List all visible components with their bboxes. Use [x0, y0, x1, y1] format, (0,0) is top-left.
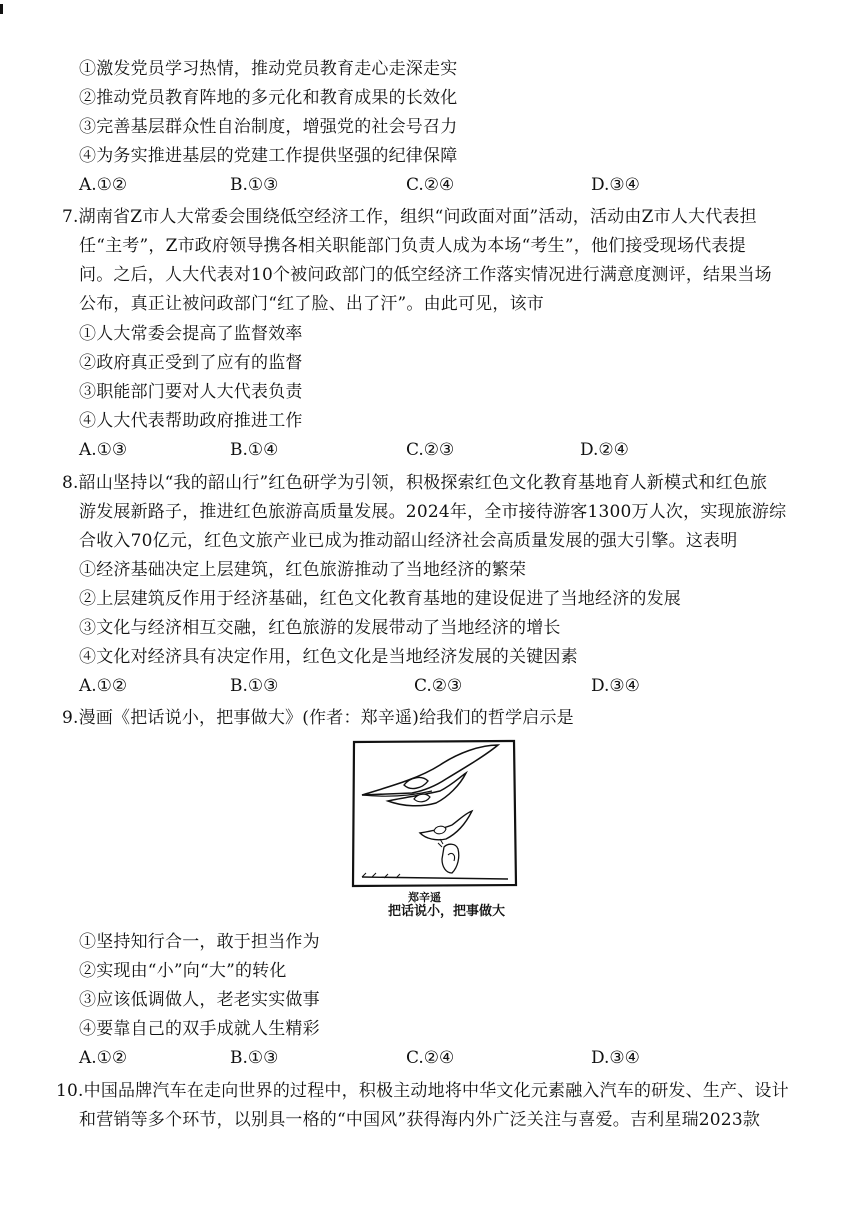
q8-options: [0, 672, 867, 701]
q7-option-c[interactable]: C.②③: [406, 440, 455, 460]
q6-item-4: ④为务实推进基层的党建工作提供坚强的纪律保障: [79, 146, 458, 166]
q6-item-2: ②推动党员教育阵地的多元化和教育成果的长效化: [79, 88, 458, 108]
q9-options: [0, 1044, 867, 1073]
q8-item-2: ②上层建筑反作用于经济基础，红色文化教育基地的建设促进了当地经济的发展: [79, 589, 681, 609]
q9-option-c[interactable]: C.②④: [406, 1048, 455, 1068]
q9-item-2: ②实现由“小”向“大”的转化: [79, 961, 287, 981]
cartoon-author: 郑辛遥: [408, 891, 441, 904]
q10-stem-line-1: 10.中国品牌汽车在走向世界的过程中，积极主动地将中华文化元素融入汽车的研发、生产、设计: [56, 1081, 789, 1101]
q8-item-3: ③文化与经济相互交融，红色旅游的发展带动了当地经济的增长: [79, 618, 561, 638]
q7-stem-line-2: 任“主考”，Z市政府领导携各相关职能部门负责人成为本场“考生”，他们接受现场代表提: [79, 236, 746, 256]
q6-item-1: ①激发党员学习热情，推动党员教育走心走深走实: [79, 59, 458, 79]
q7-option-a[interactable]: A.①③: [79, 440, 128, 460]
q9-option-b[interactable]: B.①③: [230, 1048, 279, 1068]
q9-stem: 9.漫画《把话说小，把事做大》(作者：郑辛遥)给我们的哲学启示是: [62, 708, 574, 728]
q7-stem-line-3: 问。之后，人大代表对10个被问政部门的低空经济工作落实情况进行满意度测评，结果当场: [79, 265, 772, 285]
q8-item-4: ④文化对经济具有决定作用，红色文化是当地经济发展的关键因素: [79, 647, 578, 667]
q9-option-a[interactable]: A.①②: [79, 1048, 128, 1068]
q8-option-b[interactable]: B.①③: [230, 676, 279, 696]
q7-item-2: ②政府真正受到了应有的监督: [79, 353, 303, 373]
q6-option-a[interactable]: A.①②: [79, 175, 128, 195]
q7-item-4: ④人大代表帮助政府推进工作: [79, 411, 303, 431]
q8-stem-line-2: 游发展新路子，推进红色旅游高质量发展。2024年，全市接待游客1300万人次，实现旅游综: [79, 502, 787, 522]
q7-options: [0, 436, 867, 465]
q9-item-4: ④要靠自己的双手成就人生精彩: [79, 1019, 320, 1039]
q7-option-d[interactable]: D.②④: [580, 440, 629, 460]
q6-option-d[interactable]: D.③④: [591, 175, 640, 195]
q8-option-a[interactable]: A.①②: [79, 676, 128, 696]
cartoon-title: 把话说小，把事做大: [388, 904, 506, 919]
q8-option-d[interactable]: D.③④: [591, 676, 640, 696]
q7-item-1: ①人大常委会提高了监督效率: [79, 324, 303, 344]
q6-option-c[interactable]: C.②④: [406, 175, 455, 195]
q7-item-3: ③职能部门要对人大代表负责: [79, 382, 303, 402]
q6-option-b[interactable]: B.①③: [230, 175, 279, 195]
page-edge-mark: [0, 4, 3, 14]
q6-item-3: ③完善基层群众性自治制度，增强党的社会号召力: [79, 117, 458, 137]
q7-stem-line-1: 7.湖南省Z市人大常委会围绕低空经济工作，组织“问政面对面”活动，活动由Z市人大代表担: [62, 207, 757, 227]
q8-option-c[interactable]: C.②③: [414, 676, 463, 696]
q7-option-b[interactable]: B.①④: [230, 440, 279, 460]
q6-options: [0, 171, 867, 200]
q9-item-1: ①坚持知行合一，敢于担当作为: [79, 932, 320, 952]
q9-option-d[interactable]: D.③④: [591, 1048, 640, 1068]
q10-stem-line-2: 和营销等多个环节，以别具一格的“中国风”获得海内外广泛关注与喜爱。吉利星瑞2023款: [79, 1110, 761, 1130]
q9-item-3: ③应该低调做人，老老实实做事: [79, 990, 320, 1010]
q8-item-1: ①经济基础决定上层建筑，红色旅游推动了当地经济的繁荣: [79, 560, 527, 580]
cartoon-illustration: [348, 739, 518, 891]
q7-stem-line-4: 公布，真正让被问政部门“红了脸、出了汗”。由此可见，该市: [79, 294, 544, 314]
q8-stem-line-1: 8.韶山坚持以“我的韶山行”红色研学为引领，积极探索红色文化教育基地育人新模式和红色旅: [62, 473, 768, 493]
q8-stem-line-3: 合收入70亿元，红色文旅产业已成为推动韶山经济社会高质量发展的强大引擎。这表明: [79, 531, 738, 551]
